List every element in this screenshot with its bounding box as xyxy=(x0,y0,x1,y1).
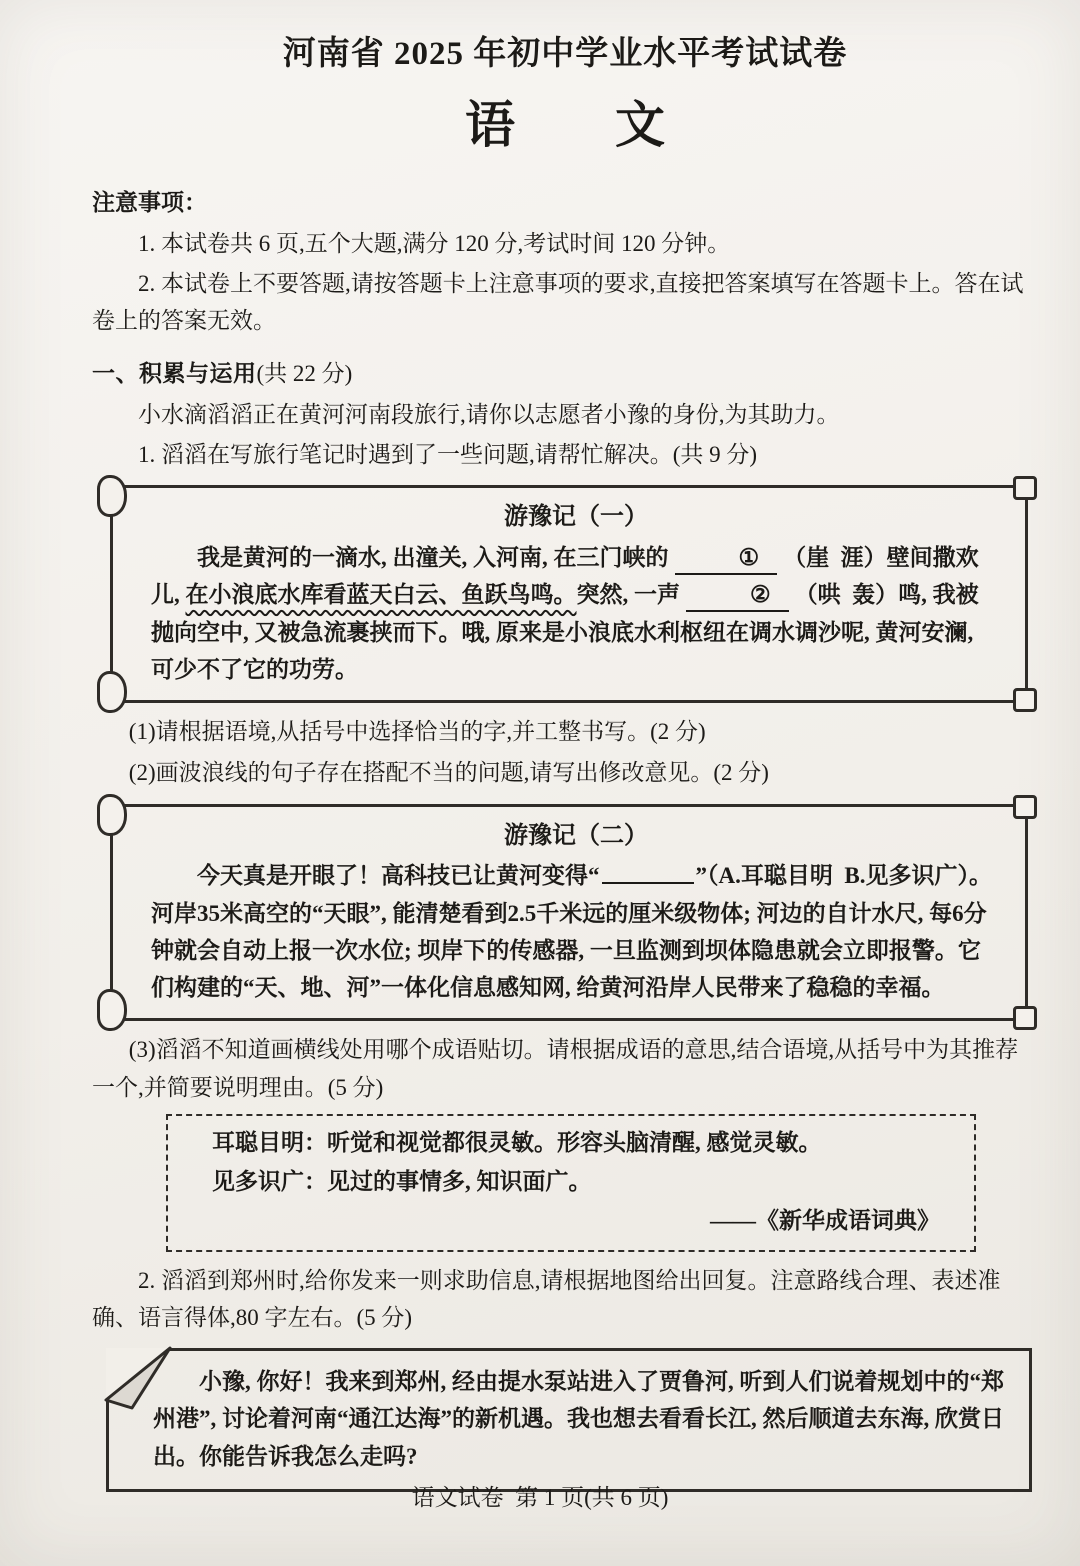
blank-choice-1: ① xyxy=(675,545,778,574)
scroll-box-1 xyxy=(110,485,1028,703)
notice-item-1: 1. 本试卷共 6 页,五个大题,满分 120 分,考试时间 120 分钟。 xyxy=(138,230,731,256)
scroll-curl-icon xyxy=(97,794,127,836)
question-1: 1. 滔滔在写旅行笔记时遇到了一些问题,请帮忙解决。(共 9 分) xyxy=(138,441,758,467)
scroll-2-title: 游豫记（二） xyxy=(504,822,648,849)
notice-item-2: 2. 本试卷上不要答题,请按答题卡上注意事项的要求,直接把答案填写在答题卡上。答在试卷上的答案无效。 xyxy=(92,270,1024,334)
scroll-1-segment: 突然, 一声 xyxy=(576,582,680,608)
scroll-2-segment: ”（A.耳聪目明 B.见多识广）。河岸35米高空的“天眼”, 能清楚看到2.5千米远的厘米级物体; 河边的自计水尺, 每6分钟就会自动上报一次水位; 坝岸下的传感器, 一旦监测到坝体隐患就会立即报警。它们构建的“天、地、河”一体化信息感知网, 给黄河沿岸人民带来了稳稳的幸福。 xyxy=(151,863,992,1001)
question-2: 2. 滔滔到郑州时,给你发来一则求助信息,请根据地图给出回复。注意路线合理、表述准确、语言得体,80 字左右。(5 分) xyxy=(92,1267,1001,1330)
scroll-1-segment: （崖 涯）壁间撒欢儿, xyxy=(151,545,979,608)
blank-choice-2: ② xyxy=(686,582,789,611)
note-text: 小豫, 你好！我来到郑州, 经由提水泵站进入了贾鲁河, 听到人们说着规划中的“郑州港”, 讨论着河南“通江达海”的新机遇。我也想去看看长江, 然后顺道去东海, 欣赏日出。你能告诉我怎么走吗? xyxy=(153,1369,1004,1469)
section-1-heading xyxy=(92,355,1038,392)
scroll-rod-icon xyxy=(1013,476,1037,500)
section-1-heading-score: (共 22 分) xyxy=(256,361,353,387)
page-title: 河南省 2025 年初中学业水平考试试卷 xyxy=(282,36,848,72)
notice-heading: 注意事项： xyxy=(92,190,207,216)
wavy-underlined-text: 在小浪底水库看蓝天白云、鱼跃鸟鸣。 xyxy=(185,582,577,608)
subject-title: 语 文 xyxy=(465,97,665,154)
scroll-2-segment: 今天真是开眼了！高科技已让黄河变得“ xyxy=(197,863,600,889)
scroll-curl-icon xyxy=(97,989,127,1031)
scroll-rod-icon xyxy=(1013,795,1037,819)
section-1-heading-text: 一、积累与运用 xyxy=(92,361,257,387)
idiom-reference-box xyxy=(166,1114,976,1252)
question-1-1: (1)请根据语境,从括号中选择恰当的字,并工整书写。(2 分) xyxy=(128,719,706,745)
scroll-box-2 xyxy=(110,804,1028,1022)
idiom-source: ——《新华成语词典》 xyxy=(710,1208,940,1234)
blank-underline xyxy=(602,882,694,884)
question-1-2: (2)画波浪线的句子存在搭配不当的问题,请写出修改意见。(2 分) xyxy=(128,760,769,786)
message-note xyxy=(106,1348,1032,1492)
scroll-1-segment: （哄 轰）鸣, 我被抛向空中, 又被急流裹挟而下。哦, 原来是小浪底水利枢纽在调水调沙呢, 黄河安澜, 可少不了它的功劳。 xyxy=(151,582,979,682)
scroll-curl-icon xyxy=(97,475,127,517)
scroll-rod-icon xyxy=(1013,1006,1037,1030)
scroll-rod-icon xyxy=(1013,688,1037,712)
scroll-2-text xyxy=(151,857,1001,1006)
scroll-curl-icon xyxy=(97,671,127,713)
idiom-definition-1: 耳聪目明：听觉和视觉都很灵敏。形容头脑清醒, 感觉灵敏。 xyxy=(212,1129,822,1155)
idiom-definition-2: 见多识广：见过的事情多, 知识面广。 xyxy=(212,1169,592,1195)
scroll-1-segment: 我是黄河的一滴水, 出潼关, 入河南, 在三门峡的 xyxy=(197,545,669,571)
scroll-1-title: 游豫记（一） xyxy=(504,504,648,531)
section-1-intro: 小水滴滔滔正在黄河河南段旅行,请你以志愿者小豫的身份,为其助力。 xyxy=(138,401,840,427)
folded-corner-icon xyxy=(106,1348,182,1412)
scroll-1-text xyxy=(151,539,1001,688)
page-footer: 语文试卷 第 1 页(共 6 页) xyxy=(411,1484,669,1510)
question-1-3: (3)滔滔不知道画横线处用哪个成语贴切。请根据成语的意思,结合语境,从括号中为其推荐一个,并简要说明理由。(5 分) xyxy=(92,1037,1019,1100)
